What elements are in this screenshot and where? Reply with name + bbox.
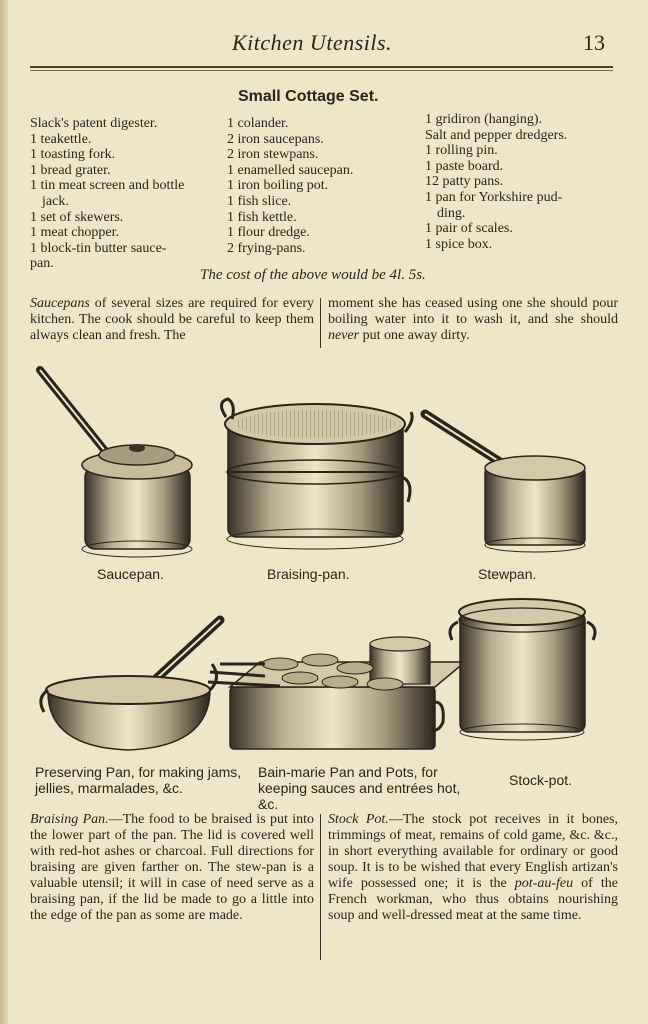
list-item: 12 patty pans. [425, 174, 504, 190]
list-item: 1 meat chopper. [30, 225, 120, 241]
list-item: 1 enamelled saucepan. [227, 162, 354, 178]
list-item: 1 fish slice. [227, 193, 292, 209]
column-divider [320, 814, 321, 960]
saucepan-illustration [40, 370, 192, 557]
caption-braising-pan: Braising-pan. [267, 566, 350, 582]
utensil-list-column-3 [425, 112, 567, 252]
list-item: 2 frying-pans. [227, 240, 306, 256]
running-header-title: Kitchen Utensils. [232, 30, 393, 55]
list-item: 1 block-tin butter sauce- [30, 240, 167, 256]
preserving-pan-illustration [41, 620, 220, 750]
moment-paragraph [328, 296, 618, 344]
paragraph-lead: Saucepans [30, 296, 90, 311]
stock-pot-paragraph [328, 812, 618, 924]
paragraph-text-end: put one away dirty. [359, 328, 470, 343]
paragraph-text: of several sizes are required for every kitchen. The cook should be careful to keep them always clean and fresh. The [30, 296, 314, 343]
braising-pan-illustration [221, 399, 412, 549]
caption-stewpan: Stewpan. [478, 566, 537, 582]
list-item: 1 pair of scales. [425, 221, 513, 237]
saucepans-paragraph [30, 296, 314, 344]
list-item: Salt and pepper dredgers. [425, 127, 568, 143]
list-item: 2 iron stewpans. [227, 147, 319, 163]
list-item: 1 iron boiling pot. [227, 178, 329, 194]
cost-line: The cost of the above would be 4l. 5s. [200, 267, 426, 283]
list-item: 1 bread grater. [30, 162, 111, 178]
list-item: 1 spice box. [425, 236, 493, 252]
paragraph-text: —The food to be braised is put into the lower part of the pan. The lid is covered well with red-hot ashes or charcoal. Full directions for braising are given farther on. The stew-pan is a valuable utensil; it will in case of need serve as a braising pan, if the lid be made to go a little into the edge of the pan as some are made. [30, 812, 314, 923]
list-item: 1 colander. [227, 116, 289, 131]
stewpan-illustration [425, 414, 585, 552]
header-rule [30, 66, 613, 68]
list-item: 1 rolling pin. [425, 143, 498, 159]
emphasis-never: never [328, 328, 360, 343]
utensil-illustrations-row-1 [30, 362, 620, 562]
utensil-illustrations-row-2 [30, 592, 620, 762]
list-item: 1 teakettle. [30, 131, 92, 147]
list-item: 1 toasting fork. [30, 147, 116, 163]
list-item: ding. [437, 205, 466, 221]
list-item: 2 iron saucepans. [227, 131, 324, 147]
utensil-list-column-1 [30, 116, 184, 272]
caption-saucepan: Saucepan. [97, 566, 164, 582]
column-divider [320, 298, 321, 348]
bain-marie-illustration [208, 637, 465, 749]
utensil-list-column-2 [227, 116, 353, 256]
page-binding-edge [0, 0, 8, 1024]
list-item: pan. [30, 256, 54, 272]
section-title: Small Cottage Set. [238, 88, 379, 105]
paragraph-text-end: of the French workman, who thus obtains nourishing soup and well-dressed meat at the same time. [328, 876, 619, 923]
paragraph-lead: Braising Pan. [30, 812, 109, 827]
stock-pot-illustration [450, 599, 595, 740]
list-item: 1 fish kettle. [227, 209, 297, 225]
caption-preserving-pan: Preserving Pan, for making jams, jellies, marmalades, &c. [35, 764, 242, 796]
header-rule-thin [30, 70, 613, 71]
list-item: 1 gridiron (hanging). [425, 112, 543, 127]
list-item: 1 pan for Yorkshire pud- [425, 189, 563, 205]
list-item: 1 paste board. [425, 158, 504, 174]
paragraph-text: moment she has ceased using one she should pour boiling water into it to wash it, and she should [328, 296, 618, 327]
paragraph-lead: Stock Pot. [328, 812, 389, 827]
list-item: 1 flour dredge. [227, 225, 310, 241]
list-item: Slack's patent digester. [30, 116, 158, 131]
list-item: 1 set of skewers. [30, 209, 124, 225]
emphasis-pot-au-feu: pot-au-feu [514, 876, 574, 891]
caption-bain-marie: Bain-marie Pan and Pots, for keeping sauces and entrées hot, &c. [258, 764, 461, 812]
paragraph-text: —The stock pot receives in it bones, trimmings of meat, remains of cold game, &c. &c., in short everything available for ordinary or good soup. It is to be wished that every English artizan's wife possessed one; it is the [328, 812, 618, 891]
braising-pan-paragraph [30, 812, 314, 924]
page-number: 13 [583, 30, 605, 55]
list-item: 1 tin meat screen and bottle [30, 178, 185, 194]
list-item: jack. [42, 193, 69, 209]
caption-stock-pot: Stock-pot. [509, 772, 573, 788]
